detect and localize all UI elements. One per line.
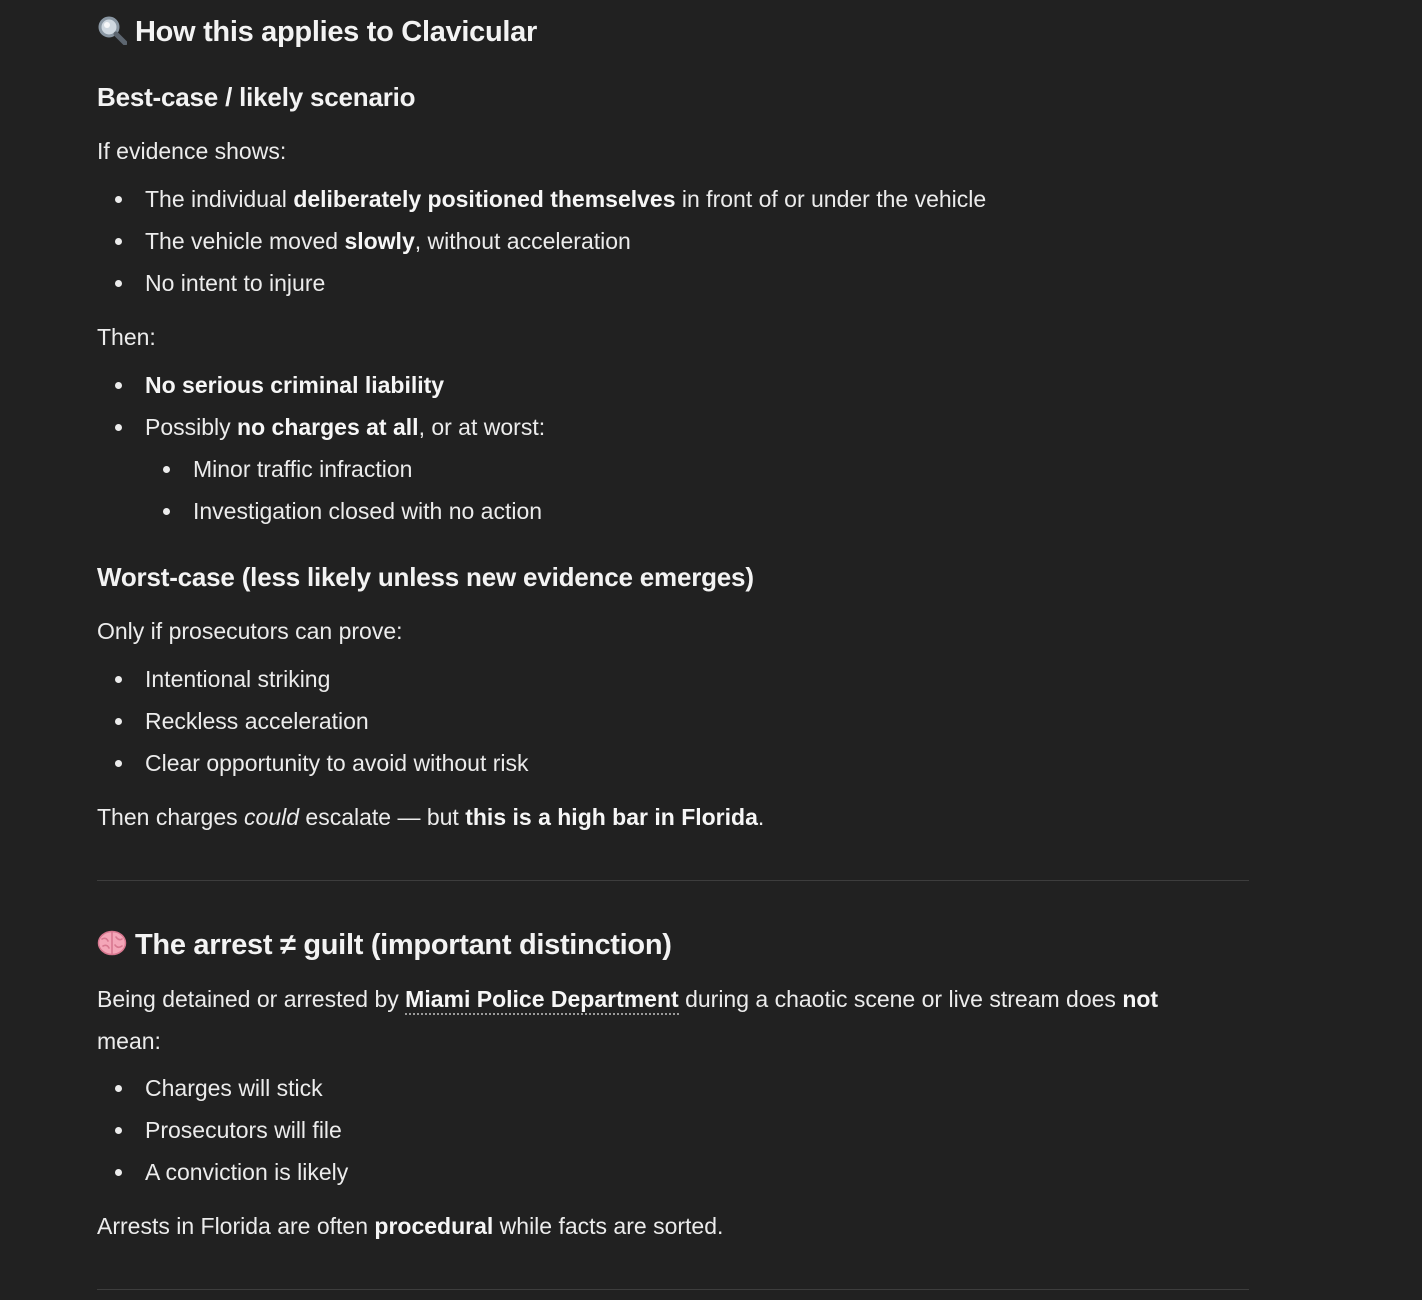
section-heading-arrest: The arrest ≠ guilt (important distinction) [97,927,672,963]
nested-list-item: Minor traffic infraction [193,453,412,485]
list-item: The vehicle moved slowly, without acceleration [145,225,631,257]
list-item: The individual deliberately positioned themselves in front of or under the vehicle [145,183,986,215]
divider [97,1289,1249,1290]
subheading-best-case: Best-case / likely scenario [97,82,416,112]
list-item: Prosecutors will file [145,1114,342,1146]
list-item: A conviction is likely [145,1156,348,1188]
then-label: Then: [97,324,156,350]
list-item: Charges will stick [145,1072,323,1104]
list-item: Clear opportunity to avoid without risk [145,747,529,779]
best-case-intro: If evidence shows: [97,138,287,164]
divider [97,880,1249,881]
nested-list-item: Investigation closed with no action [193,495,542,527]
arrest-conclusion: Arrests in Florida are often procedural while facts are sorted. [97,1213,724,1239]
section-heading-clavicular: How this applies to Clavicular [97,14,537,50]
magnifying-glass-icon [97,15,127,45]
list-item: No intent to injure [145,267,325,299]
arrest-paragraph: Being detained or arrested by Miami Police Department during a chaotic scene or live stream does not mean: [97,986,1159,1054]
list-item: No serious criminal liability [145,369,444,401]
worst-case-conclusion: Then charges could escalate — but this is a high bar in Florida. [97,804,765,830]
list-item: Possibly no charges at all, or at worst: [145,411,545,443]
list-item: Reckless acceleration [145,705,369,737]
worst-case-intro: Only if prosecutors can prove: [97,618,403,644]
brain-icon [97,928,127,958]
miami-police-department-link[interactable]: Miami Police Department [405,986,679,1015]
subheading-worst-case: Worst-case (less likely unless new evidence emerges) [97,562,754,592]
list-item: Intentional striking [145,663,330,695]
